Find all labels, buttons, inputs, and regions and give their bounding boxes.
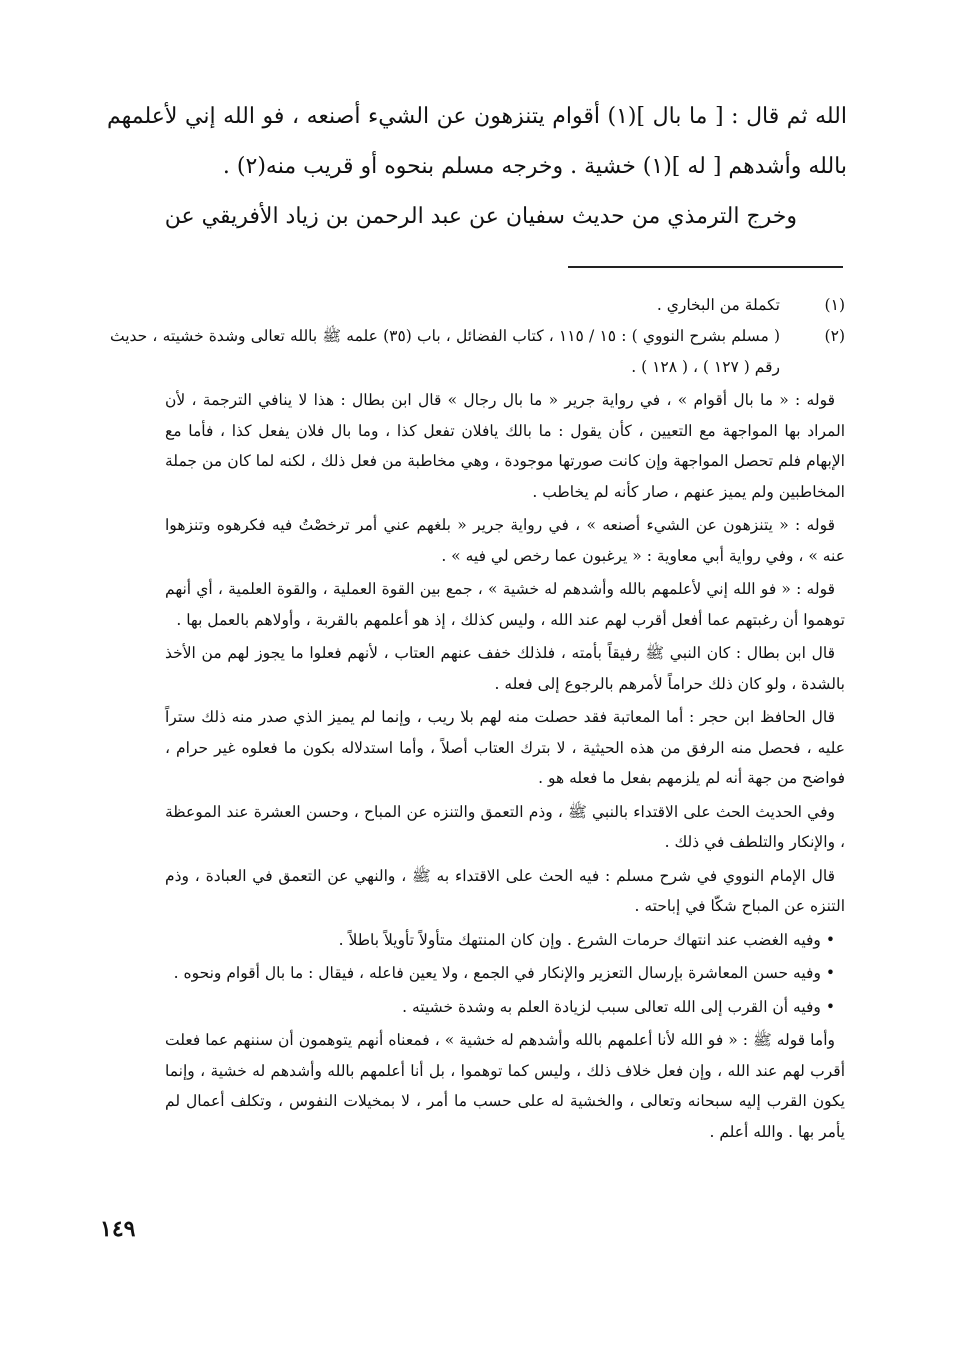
footnote-number: (٢)	[824, 327, 845, 345]
footnote-item	[110, 290, 845, 321]
commentary-paragraph: وفي الحديث الحث على الاقتداء بالنبي ﷺ ، وذم التعمق والتنزه عن المباح ، وحسن العشرة عند الموعظة ، والإنكار والتلطف في ذلك .	[165, 802, 845, 851]
commentary-paragraph: وأما قوله ﷺ : « فو الله لأنا أعلمهم بالله وأشدهم له خشية » ، فمعناه أنهم يتوهمون أن سننهم عما فعلت أقرب لهم عند الله ، وإن فعل خلاف ذلك ، وليس كما توهموا ، بل أنا أعلمهم بالله وأشدهم له خشية ، وإنما يكون القرب إليه سبحانه وتعالى ، والخشية له على حسب ما أمر ، لا بمخيلات النفوس ، وتكلف أعمال لم يأمر بها . والله أعلم .	[165, 1031, 845, 1141]
footnote-number: (١)	[824, 296, 845, 314]
main-text-paragraph-2: وخرج الترمذي من حديث سفيان عن عبد الرحمن بن زياد الأفريقي عن	[164, 204, 797, 229]
main-text-block	[107, 92, 847, 242]
footnote-item	[110, 321, 845, 383]
commentary-paragraph: قوله : « ما بال أقوام » ، في رواية جرير « ما بال رجال » قال ابن بطال : هذا لا ينافي الترجمة ، لأن المراد بها المواجهة مع التعيين ، كأن يقول : ما بالك يافلان تفعل كذا ، وما بال فلان يفعل كذا ، فأما مع الإبهام فلم تحصل المواجهة وإن كانت صورتها موجودة ، وهي مخاطبة من فعل ذلك ، لكنه لما كان من جملة المخاطبين ولم يميز عنهم ، صار كأنه لم يخاطب .	[165, 391, 845, 501]
footnotes-block	[110, 290, 845, 383]
main-text-paragraph-1: الله ثم قال : [ ما بال ](١) أقوام يتنزهون عن الشيء أصنعه ، فو الله إني لأعلمهم بالله وأشدهم [ له ](١) خشية . وخرجه مسلم بنحوه أو قريب منه(٢) .	[107, 104, 847, 179]
commentary-bullet: • وفيه أن القرب إلى الله تعالى سبب لزيادة العلم به وشدة خشيته .	[402, 997, 835, 1016]
footnote-text: تكملة من البخاري .	[656, 296, 780, 314]
commentary-paragraph: قال الحافظ ابن حجر : أما المعاتبة فقد حصلت منه لهم بلا ريب ، وإنما لم يميز الذي صدر منه ذلك ستراً عليه ، فحصل منه الرفق من هذه الحيثية ، لا بترك العتاب أصلاً ، وأما استدلاله بكون ما فعلوه غير حرام ، فواضح من جهة أنه لم يلزمهم بفعل ما فعله هو .	[165, 708, 845, 787]
footnote-text: ( مسلم بشرح النووي ) : ١٥ / ١١٥ ، كتاب الفضائل ، باب (٣٥) علمه ﷺ بالله تعالى وشدة خشيته ، حديث رقم ( ١٢٧ ) ، ( ١٢٨ ) .	[110, 327, 780, 376]
commentary-paragraph: قوله : « يتنزهون عن الشيء أصنعه » ، في رواية جرير « بلغهم عني أمر ترخصْتُ فيه فكرهوه وتنزهوا عنه » ، وفي رواية أبي معاوية : « يرغبون عما رخص لي فيه » .	[165, 516, 845, 565]
commentary-block	[165, 385, 845, 1150]
footnote-separator-rule	[568, 266, 843, 268]
commentary-paragraph: قوله : « فو الله إني لأعلمهم بالله وأشدهم له خشية » ، جمع بين القوة العملية ، والقوة العلمية ، أي أنهم توهموا أن رغبتهم عما أفعل أقرب لهم عند الله ، وليس كذلك ، إذ هو أعلمهم بالقربة ، وأولاهم بالعمل بها .	[165, 580, 845, 629]
commentary-bullet: • وفيه حسن المعاشرة بإرسال التعزير والإنكار في الجمع ، ولا يعين فاعله ، فيقال : ما بال أقوام ونحوه .	[173, 964, 835, 982]
page-number: ١٤٩	[100, 1216, 136, 1242]
commentary-paragraph: قال الإمام النووي في شرح مسلم : فيه الحث على الاقتداء به ﷺ ، والنهي عن التعمق في العبادة ، وذم التنزه عن المباح شكّا في إباحته .	[165, 866, 845, 915]
commentary-bullet: • وفيه الغضب عند انتهاك حرمات الشرع . وإن كان المنتهك متأولاً تأويلاً باطلاً .	[338, 930, 835, 949]
commentary-paragraph: قال ابن بطال : كان النبي ﷺ رفيقاً بأمته ، فلذلك خفف عنهم العتاب ، لأنهم فعلوا ما يجوز لهم من الأخذ بالشدة ، ولو كان ذلك حراماً لأمرهم بالرجوع إلى فعله .	[165, 644, 845, 693]
